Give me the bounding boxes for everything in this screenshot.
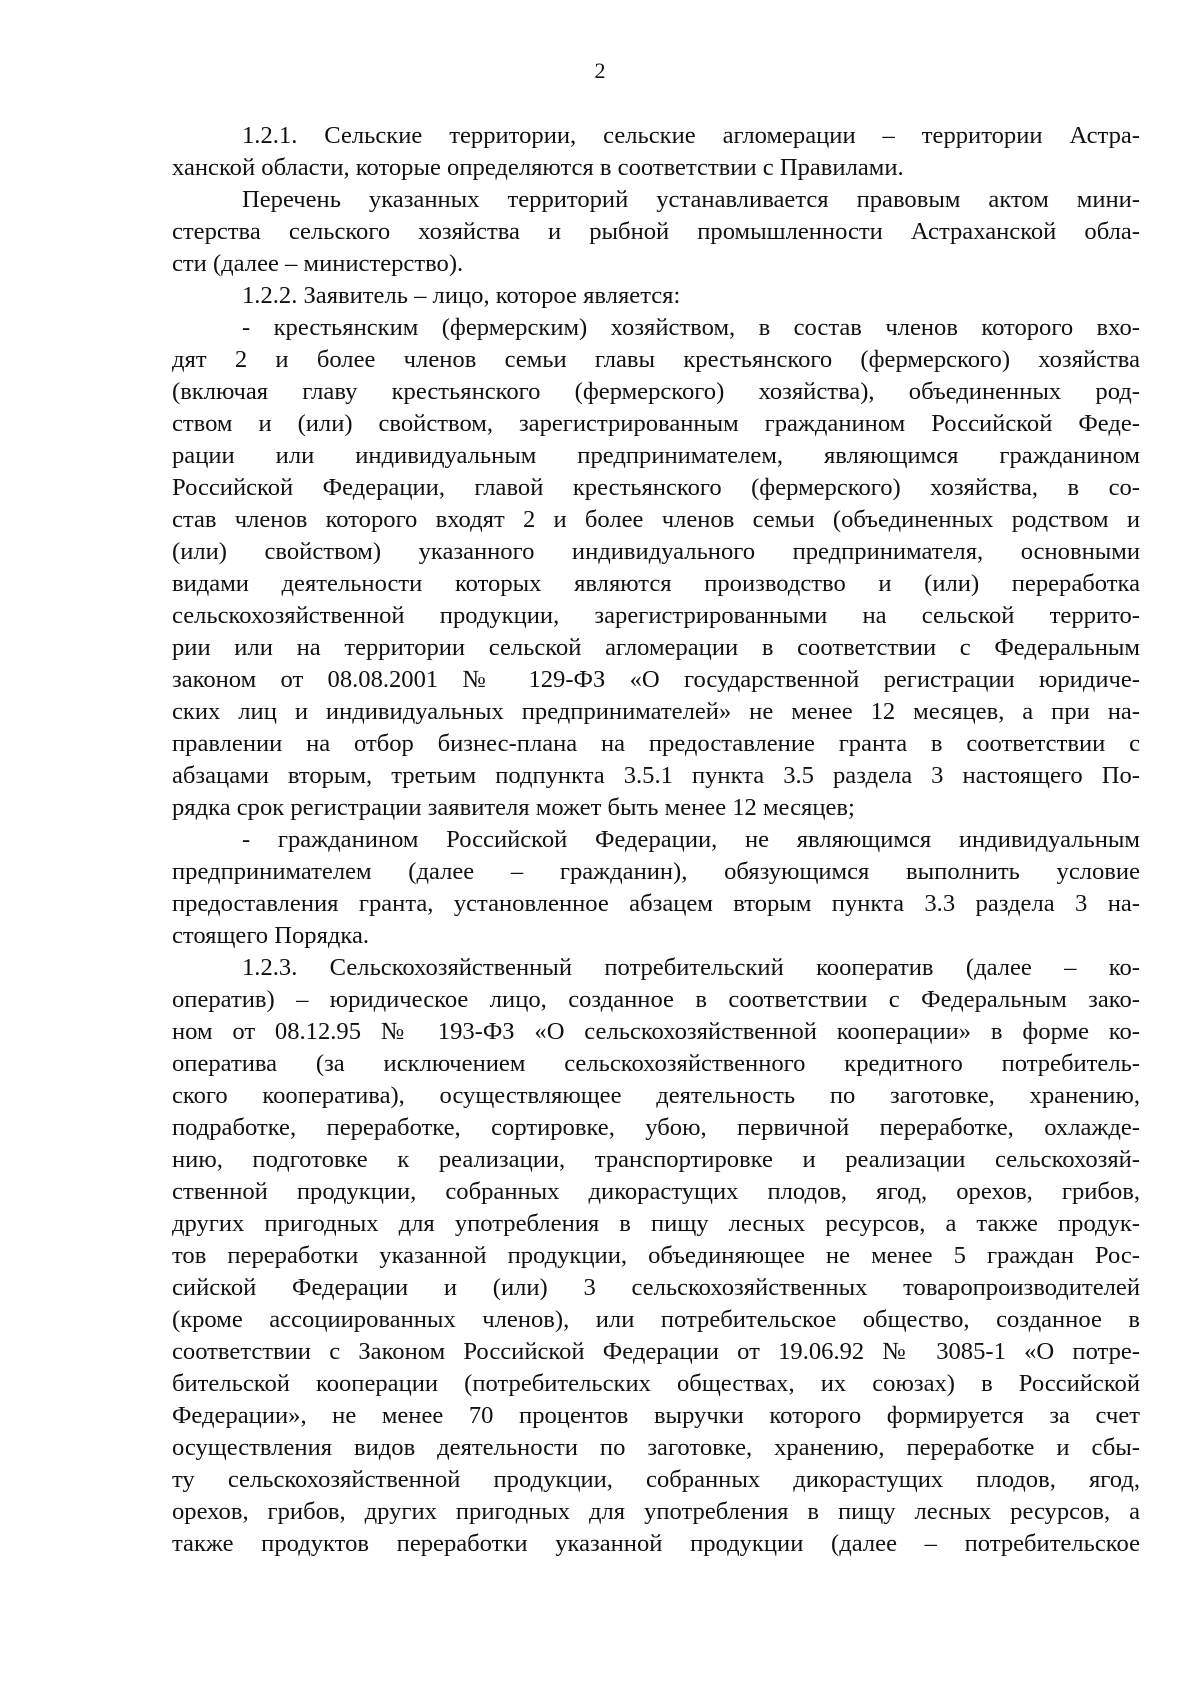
text-line: абзацами вторым, третьим подпункта 3.5.1 пункта 3.5 раздела 3 настоящего По- bbox=[172, 762, 1140, 789]
text-line: сельскохозяйственной продукции, зарегистрированными на сельской террито- bbox=[172, 602, 1140, 629]
text-line: стерства сельского хозяйства и рыбной промышленности Астраханской обла- bbox=[172, 218, 1140, 245]
text-line: Перечень указанных территорий устанавливается правовым актом мини- bbox=[242, 186, 1140, 213]
text-line: Федерации», не менее 70 процентов выручки которого формируется за счет bbox=[172, 1402, 1140, 1429]
text-line: орехов, грибов, других пригодных для употребления в пищу лесных ресурсов, а bbox=[172, 1498, 1140, 1525]
document-body bbox=[172, 120, 1140, 1560]
text-line: ханской области, которые определяются в соответствии с Правилами. bbox=[172, 154, 904, 181]
text-line: рации или индивидуальным предпринимателем, являющимся гражданином bbox=[172, 442, 1140, 469]
text-line: (или) свойством) указанного индивидуального предпринимателя, основными bbox=[172, 538, 1140, 565]
text-line: других пригодных для употребления в пищу лесных ресурсов, а также продук- bbox=[172, 1210, 1140, 1237]
text-line: стоящего Порядка. bbox=[172, 922, 370, 949]
text-line: - крестьянским (фермерским) хозяйством, в состав членов которого вхо- bbox=[242, 314, 1140, 341]
text-line: законом от 08.08.2001 № 129-ФЗ «О государственной регистрации юридиче- bbox=[172, 666, 1140, 693]
text-line: Российской Федерации, главой крестьянского (фермерского) хозяйства, в со- bbox=[172, 474, 1140, 501]
text-line: 1.2.2. Заявитель – лицо, которое является: bbox=[242, 282, 681, 309]
text-line: оператив) – юридическое лицо, созданное в соответствии с Федеральным зако- bbox=[172, 986, 1140, 1013]
text-line: 1.2.3. Сельскохозяйственный потребительский кооператив (далее – ко- bbox=[242, 954, 1140, 981]
text-line: бительской кооперации (потребительских обществах, их союзах) в Российской bbox=[172, 1370, 1140, 1397]
text-line: тов переработки указанной продукции, объединяющее не менее 5 граждан Рос- bbox=[172, 1242, 1140, 1269]
text-line: рядка срок регистрации заявителя может быть менее 12 месяцев; bbox=[172, 794, 855, 821]
text-line: (включая главу крестьянского (фермерского) хозяйства), объединенных род- bbox=[172, 378, 1140, 405]
text-line: правлении на отбор бизнес-плана на предоставление гранта в соответствии с bbox=[172, 730, 1140, 757]
text-line: 1.2.1. Сельские территории, сельские агломерации – территории Астра- bbox=[242, 122, 1140, 149]
text-line: - гражданином Российской Федерации, не являющимся индивидуальным bbox=[242, 826, 1140, 853]
text-line: предоставления гранта, установленное абзацем вторым пункта 3.3 раздела 3 на- bbox=[172, 890, 1140, 917]
text-line: ских лиц и индивидуальных предпринимателей» не менее 12 месяцев, а при на- bbox=[172, 698, 1140, 725]
text-line: соответствии с Законом Российской Федерации от 19.06.92 № 3085-1 «О потре- bbox=[172, 1338, 1140, 1365]
text-line: став членов которого входят 2 и более членов семьи (объединенных родством и bbox=[172, 506, 1140, 533]
text-line: подработке, переработке, сортировке, убою, первичной переработке, охлажде- bbox=[172, 1114, 1140, 1141]
text-line: оператива (за исключением сельскохозяйственного кредитного потребитель- bbox=[172, 1050, 1140, 1077]
text-line: сти (далее – министерство). bbox=[172, 250, 464, 277]
text-line: ством и (или) свойством, зарегистрированным гражданином Российской Феде- bbox=[172, 410, 1140, 437]
text-line: также продуктов переработки указанной продукции (далее – потребительское bbox=[172, 1530, 1140, 1557]
text-line: видами деятельности которых являются производство и (или) переработка bbox=[172, 570, 1140, 597]
text-line: (кроме ассоциированных членов), или потребительское общество, созданное в bbox=[172, 1306, 1140, 1333]
text-line: рии или на территории сельской агломерации в соответствии с Федеральным bbox=[172, 634, 1140, 661]
text-line: дят 2 и более членов семьи главы крестьянского (фермерского) хозяйства bbox=[172, 346, 1140, 373]
text-line: нию, подготовке к реализации, транспортировке и реализации сельскохозяй- bbox=[172, 1146, 1140, 1173]
text-line: предпринимателем (далее – гражданин), обязующимся выполнить условие bbox=[172, 858, 1140, 885]
text-line: ном от 08.12.95 № 193-ФЗ «О сельскохозяйственной кооперации» в форме ко- bbox=[172, 1018, 1140, 1045]
text-line: ту сельскохозяйственной продукции, собранных дикорастущих плодов, ягод, bbox=[172, 1466, 1140, 1493]
text-line: ственной продукции, собранных дикорастущих плодов, ягод, орехов, грибов, bbox=[172, 1178, 1140, 1205]
page-number: 2 bbox=[594, 58, 606, 83]
text-line: сийской Федерации и (или) 3 сельскохозяйственных товаропроизводителей bbox=[172, 1274, 1140, 1301]
text-line: осуществления видов деятельности по заготовке, хранению, переработке и сбы- bbox=[172, 1434, 1140, 1461]
text-line: ского кооператива), осуществляющее деятельность по заготовке, хранению, bbox=[172, 1082, 1140, 1109]
